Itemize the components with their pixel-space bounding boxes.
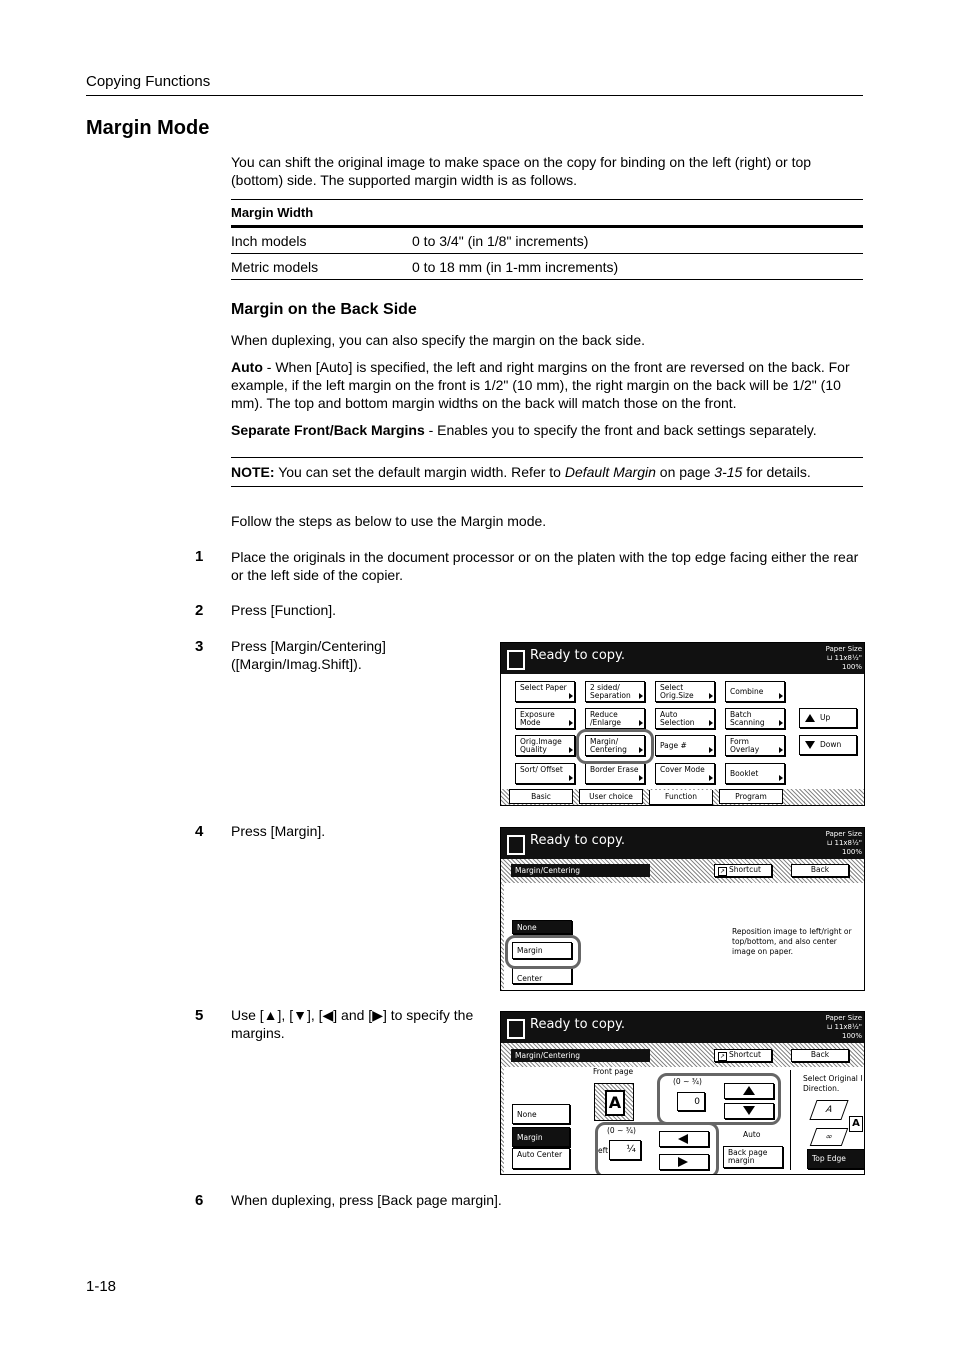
step-number: 6: [195, 1192, 204, 1209]
shortcut-icon: ↗: [719, 1053, 726, 1060]
back-page-margin-button[interactable]: Back page margin: [723, 1146, 783, 1168]
table-heading: Margin Width: [231, 200, 863, 227]
table-row: Metric models 0 to 18 mm (in 1-mm increments): [231, 254, 863, 280]
select-orig-size-button[interactable]: Select Orig.Size: [655, 681, 715, 702]
highlight-circle: [576, 729, 654, 764]
paper-tray-icon: ⊔: [826, 839, 833, 847]
top-edge-button[interactable]: Top Edge: [807, 1149, 865, 1169]
auto-selection-button[interactable]: Auto Selection: [655, 708, 715, 729]
front-page-label: Front page: [593, 1067, 634, 1076]
auto-paragraph: Auto - When [Auto] is specified, the left and right margins on the front are reversed on the back. For example, if the left margin on the front is 1/2" (10 mm), the right margin on the back will be 1/2" (10 mm). The top and bottom margin widths on the back will match those on the front.: [231, 359, 850, 411]
shortcut-button[interactable]: ↗ Shortcut: [714, 864, 772, 877]
status-bar: Ready to copy. Paper Size ⊔ 11x8½" 100%: [501, 643, 864, 674]
margin-width-table: [231, 199, 863, 280]
margin-setting-panel: [500, 1011, 865, 1175]
center-option[interactable]: Center: [512, 966, 572, 984]
none-option[interactable]: None: [512, 1104, 570, 1124]
left-margin-value[interactable]: ¼: [609, 1140, 641, 1160]
back-intro: When duplexing, you can also specify the margin on the back side.: [231, 332, 646, 348]
down-arrow-icon: [805, 741, 815, 749]
sort-offset-button[interactable]: Sort/ Offset: [515, 763, 575, 784]
back-button[interactable]: Back: [791, 1049, 849, 1062]
step-number: 4: [195, 823, 204, 840]
separate-paragraph: Separate Front/Back Margins - Enables you to specify the front and back settings separately.: [231, 422, 817, 438]
original-left-edge-icon: ∞: [810, 1128, 849, 1146]
2-sided-button[interactable]: 2 sided/ Separation: [585, 681, 645, 702]
step-text: Use [▲], [▼], [◀] and [▶] to specify the margins.: [231, 1007, 474, 1041]
reduce-enlarge-button[interactable]: Reduce /Enlarge: [585, 708, 645, 729]
shortcut-icon: ↗: [719, 868, 726, 875]
highlight-circle: [657, 1073, 781, 1125]
batch-scanning-button[interactable]: Batch Scanning: [725, 708, 785, 729]
original-top-edge-icon: A: [809, 1100, 848, 1120]
page-title: Margin Mode: [86, 117, 210, 139]
orig-image-quality-button[interactable]: Orig.Image Quality: [515, 735, 575, 756]
step-number: 5: [195, 1007, 204, 1024]
left-range-label: (0 ~ ¾): [607, 1126, 636, 1135]
original-direction-label: Select Original I Direction.: [803, 1074, 863, 1093]
step-text: Place the originals in the document processor or on the platen with the top edge facing either the rear or the left side of the copier.: [231, 549, 859, 583]
highlight-circle: [505, 935, 581, 969]
tab-basic[interactable]: Basic: [509, 789, 573, 804]
margin-option[interactable]: Margin: [512, 942, 572, 959]
up-button[interactable]: Up: [799, 708, 857, 728]
tab-program[interactable]: Program: [719, 789, 783, 804]
margin-centering-panel: [500, 827, 865, 991]
border-erase-button[interactable]: Border Erase: [585, 763, 645, 784]
section-title-bar: Margin/Centering: [511, 864, 650, 877]
page-number: 1-18: [86, 1278, 117, 1295]
paper-tray-icon: ⊔: [826, 654, 833, 662]
shortcut-button[interactable]: ↗ Shortcut: [714, 1049, 772, 1062]
step-text: Press [Function].: [231, 602, 337, 618]
table-row: Inch models 0 to 3/4" (in 1/8" increments): [231, 227, 863, 254]
divider: [790, 1070, 791, 1170]
letter-a-icon: A: [605, 1090, 625, 1116]
function-panel: [500, 642, 865, 806]
section-title-bar: Margin/Centering: [511, 1049, 650, 1062]
document-icon: [507, 650, 525, 670]
original-preview: [594, 1083, 634, 1121]
document-icon: [507, 835, 525, 855]
down-button[interactable]: Down: [799, 735, 857, 755]
step-text: Press [Margin/Centering] ([Margin/Imag.Shift]).: [231, 638, 386, 672]
highlight-circle: [595, 1122, 719, 1175]
option-description: Reposition image to left/right or top/bottom, and also center image on paper.: [732, 927, 852, 956]
document-icon: [507, 1019, 525, 1039]
select-paper-button[interactable]: Select Paper: [515, 681, 575, 702]
tab-user-choice[interactable]: User choice: [579, 789, 643, 804]
up-arrow-icon: [805, 714, 815, 722]
status-bar: Ready to copy. Paper Size ⊔ 11x8½" 100%: [501, 828, 864, 859]
running-header: Copying Functions: [86, 73, 211, 90]
note-box: NOTE: You can set the default margin width. Refer to Default Margin on page 3-15 for details.: [231, 457, 863, 487]
intro-paragraph: You can shift the original image to make space on the copy for binding on the left (right) or top (bottom) side. The supported margin width is as follows.: [231, 154, 812, 188]
top-margin-value[interactable]: 0: [677, 1092, 705, 1111]
margin-centering-button[interactable]: Margin/ Centering: [585, 735, 645, 756]
status-bar: Ready to copy. Paper Size ⊔ 11x8½" 100%: [501, 1012, 864, 1043]
step-number: 1: [195, 548, 204, 565]
cover-mode-button[interactable]: Cover Mode: [655, 763, 715, 784]
exposure-mode-button[interactable]: Exposure Mode: [515, 708, 575, 729]
step-text: Press [Margin].: [231, 823, 326, 839]
combine-button[interactable]: Combine: [725, 681, 785, 702]
left-label: eft: [598, 1146, 609, 1155]
form-overlay-button[interactable]: Form Overlay: [725, 735, 785, 756]
paper-tray-icon: ⊔: [826, 1023, 833, 1031]
letter-a-icon: A: [849, 1116, 863, 1132]
none-option[interactable]: None: [512, 920, 572, 934]
step-text: When duplexing, press [Back page margin].: [231, 1192, 502, 1208]
follow-text: Follow the steps as below to use the Margin mode.: [231, 513, 547, 529]
tab-function[interactable]: Function: [649, 790, 713, 805]
booklet-button[interactable]: Booklet: [725, 763, 785, 784]
auto-center-option[interactable]: Auto Center: [512, 1148, 570, 1169]
section-subtitle: Margin on the Back Side: [231, 301, 417, 318]
top-range-label: (0 ~ ¾): [673, 1077, 702, 1086]
page-number-button[interactable]: Page #: [655, 735, 715, 756]
header-rule: [86, 95, 863, 96]
step-number: 2: [195, 602, 204, 619]
margin-option[interactable]: Margin: [512, 1127, 570, 1147]
auto-label: Auto: [743, 1130, 761, 1139]
step-number: 3: [195, 638, 204, 655]
back-button[interactable]: Back: [791, 864, 849, 877]
